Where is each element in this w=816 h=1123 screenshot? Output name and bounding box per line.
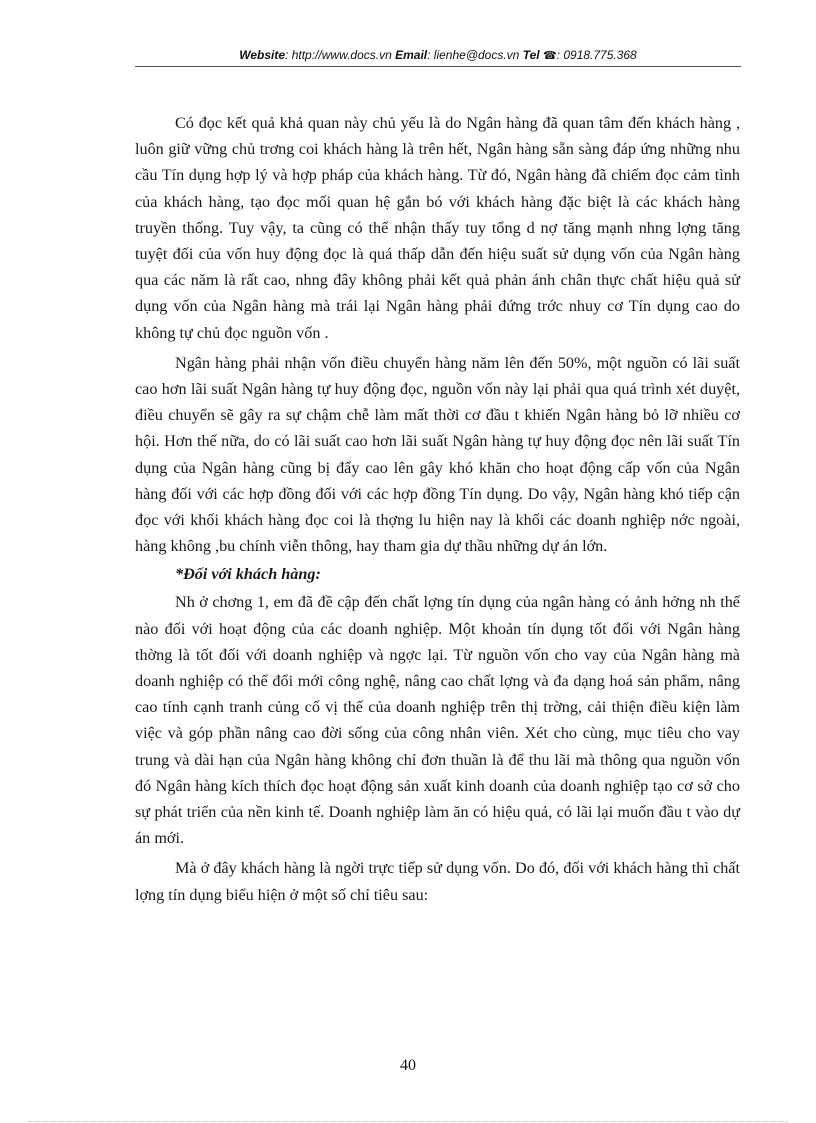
page-number: 40: [400, 1057, 416, 1074]
tel-number: : 0918.775.368: [556, 48, 637, 62]
website-url: : http://www.docs.vn: [285, 48, 392, 62]
paragraph-1: Có đọc kết quả khả quan này chủ yếu là do Ngân hàng đã quan tâm đến khách hàng , luôn giữ vững chủ trơng coi khách hàng là trên hết, Ngân hàng sẵn sàng đáp ứng những nhu cầu Tín dụng hợp lý và hợp pháp của khách hàng. Từ đó, Ngân hàng đã chiếm đọc cảm tình của khách hàng, tạo đọc mối quan hệ gắn bó với khách hàng đặc biệt là các khách hàng truyền thống. Tuy vậy, ta cũng có thể nhận thấy tuy tổng d nợ tăng mạnh nhng lợng tăng tuyệt đối của vốn huy động đọc là quá thấp dẫn đến hiệu suất sử dụng vốn của Ngân hàng qua các năm là rất cao, nhng đây không phải kết quả phản ánh chân thực chất hiệu quả sử dụng vốn của Ngân hàng mà trái lại Ngân hàng phải đứng trớc nhuy cơ Tín dụng cao do không tự chủ đọc nguồn vốn .: [135, 114, 740, 342]
email-address: : lienhe@docs.vn: [427, 48, 520, 62]
document-body: [135, 110, 740, 908]
website-label: Website: [239, 48, 286, 62]
paragraph-3: Nh ở chơng 1, em đã đề cập đến chất lợng tín dụng của ngân hàng có ảnh hởng nh thế nào đối với hoạt động của các doanh nghiệp. Một khoản tín dụng tốt đối với Ngân hàng thờng là tốt đối với doanh nghiệp và ngợc lại. Từ nguồn vốn cho vay của Ngân hàng mà doanh nghiệp có thể đổi mới công nghệ, nâng cao chất lợng và đa dạng hoá sản phẩm, nâng cao tính cạnh tranh củng cố vị thế của doanh nghiệp trên thị trờng, cải thiện điều kiện làm việc và góp phần nâng cao đời sống của công nhân viên. Xét cho cùng, mục tiêu cho vay trung và dài hạn của Ngân hàng không chỉ đơn thuần là để thu lãi mà thông qua nguồn vốn đó Ngân hàng kích thích đọc hoạt động sản xuất kinh doanh của doanh nghiệp tạo cơ sở cho sự phát triển của nền kinh tế. Doanh nghiệp làm ăn có hiệu quả, có lãi lại muốn đầu t vào dự án mới.: [135, 593, 740, 848]
phone-icon: ☎: [542, 50, 557, 62]
header-divider: [135, 66, 741, 67]
page-header: [135, 48, 741, 62]
paragraph-4: Mà ở đây khách hàng là ngời trực tiếp sử dụng vốn. Do đó, đối với khách hàng thì chất lợng tín dụng biểu hiện ở một số chỉ tiêu sau:: [135, 859, 740, 904]
page-bottom-border: [28, 1121, 788, 1122]
email-label: Email: [395, 48, 428, 62]
paragraph-2: Ngân hàng phải nhận vốn điều chuyển hàng năm lên đến 50%, một nguồn có lãi suất cao hơn lãi suất Ngân hàng tự huy động đọc, nguồn vốn này lại phải qua quá trình xét duyệt, điều chuyển sẽ gây ra sự chậm chễ làm mất thời cơ đầu t khiến Ngân hàng bỏ lỡ nhiều cơ hội. Hơn thế nữa, do có lãi suất cao hơn lãi suất Ngân hàng tự huy động đọc nên lãi suất Tín dụng của Ngân hàng cũng bị đẩy cao lên gây khó khăn cho hoạt động cấp vốn của Ngân hàng đối với các hợp đồng đối với các hợp đồng Tín dụng. Do vậy, Ngân hàng khó tiếp cận đọc với khối khách hàng đọc coi là thợng lu hiện nay là khối các doanh nghiệp nớc ngoài, hàng không ,bu chính viễn thông, hay tham gia dự thầu những dự án lớn.: [135, 353, 740, 556]
tel-label: Tel: [522, 48, 540, 62]
section-heading: *Đối với khách hàng:: [175, 565, 321, 584]
